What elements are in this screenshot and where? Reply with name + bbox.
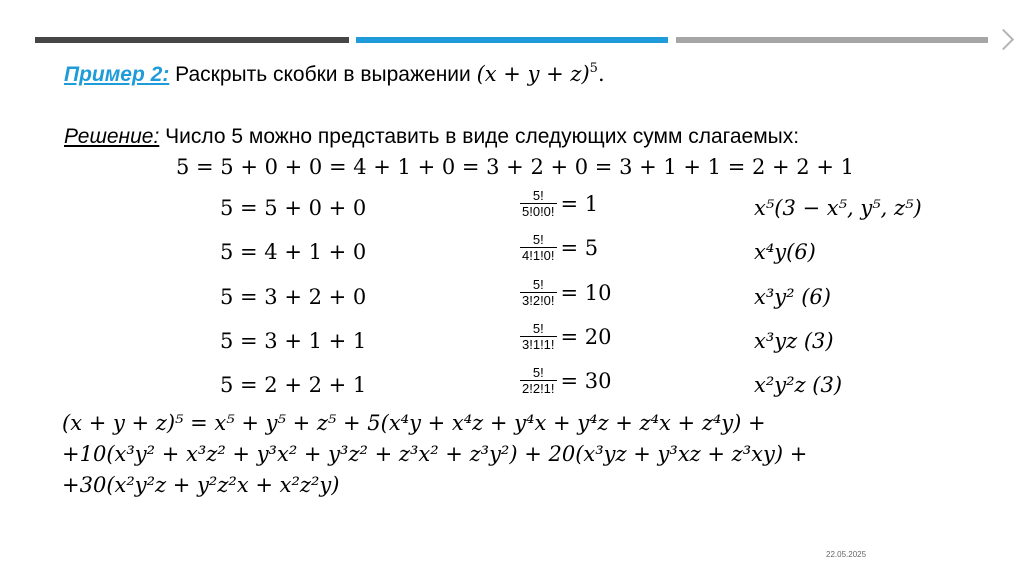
decomposition: 5 = 3 + 1 + 1 — [220, 329, 367, 353]
fraction-denominator: 2!2!1! — [522, 381, 555, 396]
result-line: +10(x³y² + x³z² + y³x² + y³z² + z³x² + z³y²) + 20(x³yz + y³xz + z³xy) + — [62, 442, 808, 466]
example-power: 5 — [589, 61, 598, 76]
solution-heading — [64, 125, 799, 149]
coefficient-value: = 20 — [560, 324, 612, 349]
coefficient — [520, 277, 612, 308]
fraction-numerator: 5! — [532, 277, 544, 292]
fraction-denominator: 3!2!0! — [522, 293, 555, 308]
fraction-numerator: 5! — [532, 321, 544, 336]
fraction — [520, 188, 557, 219]
fraction-denominator: 4!1!0! — [522, 248, 555, 263]
chevron-right-icon — [993, 29, 1014, 50]
term: x³y² (6) — [754, 285, 831, 309]
term: x³yz (3) — [754, 329, 834, 353]
fraction — [520, 277, 557, 308]
fraction-numerator: 5! — [532, 188, 544, 203]
fraction — [520, 232, 557, 263]
fraction-numerator: 5! — [532, 232, 544, 247]
decomposition: 5 = 3 + 2 + 0 — [220, 285, 367, 309]
term: x⁴y(6) — [754, 240, 816, 264]
fraction-numerator: 5! — [532, 365, 544, 380]
coefficient — [520, 232, 598, 263]
example-period: . — [597, 62, 605, 86]
fraction — [520, 365, 557, 396]
solution-label: Решение: — [64, 125, 160, 148]
coefficient-value: = 30 — [560, 368, 612, 393]
coefficient — [520, 321, 612, 352]
result-line: +30(x²y²z + y²z²x + x²z²y) — [62, 473, 340, 497]
example-text: Раскрыть скобки в выражении — [169, 63, 477, 86]
coefficient — [520, 365, 612, 396]
coefficient-value: = 10 — [560, 280, 612, 305]
decomposition: 5 = 5 + 0 + 0 — [220, 196, 367, 220]
header-bar-gray — [676, 37, 988, 43]
slide-date: 22.05.2025 — [826, 550, 867, 559]
decomposition: 5 = 2 + 2 + 1 — [220, 373, 367, 397]
example-heading — [64, 62, 605, 87]
coefficient-value: = 5 — [560, 235, 599, 260]
term: x⁵(3 − x⁵, y⁵, z⁵) — [754, 196, 922, 220]
header-bar-blue — [356, 37, 668, 43]
decomposition: 5 = 4 + 1 + 0 — [220, 240, 367, 264]
coefficient — [520, 188, 598, 219]
example-expression: (x + y + z) — [476, 62, 590, 86]
header-bar-dark — [35, 37, 349, 43]
solution-text: Число 5 можно представить в виде следующих сумм слагаемых: — [159, 125, 800, 148]
fraction-denominator: 5!0!0! — [522, 204, 555, 219]
result-line: (x + y + z)⁵ = x⁵ + y⁵ + z⁵ + 5(x⁴y + x⁴z + y⁴x + y⁴z + z⁴x + z⁴y) + — [62, 411, 766, 435]
example-label: Пример 2: — [64, 63, 170, 86]
coefficient-value: = 1 — [560, 191, 599, 216]
fraction — [520, 321, 557, 352]
term: x²y²z (3) — [754, 373, 843, 397]
sum-line: 5 = 5 + 0 + 0 = 4 + 1 + 0 = 3 + 2 + 0 = 3 + 1 + 1 = 2 + 2 + 1 — [176, 155, 854, 179]
fraction-denominator: 3!1!1! — [522, 337, 555, 352]
